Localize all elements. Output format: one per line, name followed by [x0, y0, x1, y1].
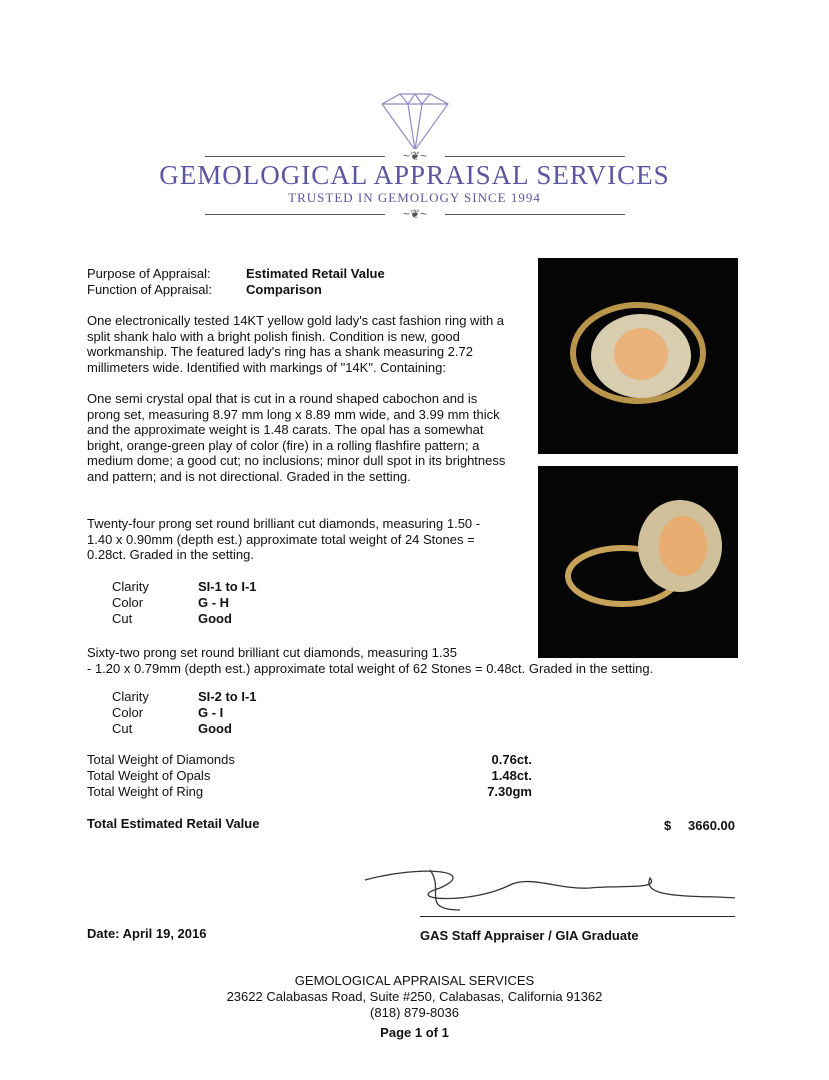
total-value: 1.48ct. — [491, 768, 532, 783]
grade-label: Color — [112, 595, 144, 610]
appraiser-title: GAS Staff Appraiser / GIA Graduate — [420, 928, 639, 943]
retail-label: Total Estimated Retail Value — [87, 816, 260, 831]
grade-value: SI-1 to I-1 — [198, 579, 257, 594]
grade-label: Color — [112, 705, 144, 720]
grade-label: Clarity — [112, 579, 149, 594]
ring-photo-side — [538, 466, 738, 658]
footer-address: 23622 Calabasas Road, Suite #250, Calabasas, California 91362 — [226, 989, 603, 1004]
company-title: GEMOLOGICAL APPRAISAL SERVICES — [159, 160, 670, 190]
currency-symbol: $ — [664, 818, 672, 833]
footer — [0, 973, 829, 1041]
purpose-label: Purpose of Appraisal: — [87, 266, 211, 281]
company-tagline: TRUSTED IN GEMOLOGY SINCE 1994 — [288, 190, 541, 205]
diamond-description-2b: - 1.20 x 0.79mm (depth est.) approximate total weight of 62 Stones = 0.48ct. Graded in the setting. — [87, 661, 654, 676]
grade-label: Clarity — [112, 689, 149, 704]
grade-value: Good — [198, 611, 232, 626]
function-label: Function of Appraisal: — [87, 282, 213, 297]
total-label: Total Weight of Diamonds — [87, 752, 235, 767]
grade-value: Good — [198, 721, 232, 736]
opal-description: One semi crystal opal that is cut in a round shaped cabochon and is prong set, measuring 8.97 mm long x 8.89 mm wide, and 3.99 mm thick and the approximate weight is 1.48 carats. The opal has a somewhat bright, orange-green play of color (fire) in a rolling flashfire pattern; a medium dome; a good cut; no inclusions; minor dull spot in its brightness and pattern; and is not directional. Graded in the setting. — [87, 391, 506, 484]
signature — [360, 860, 740, 920]
diamond-description-1: Twenty-four prong set round brilliant cut diamonds, measuring 1.50 - 1.40 x 0.90mm (depth est.) approximate total weight of 24 Stones = 0.28ct. Graded in the setting. — [87, 516, 481, 563]
appraisal-date: Date: April 19, 2016 — [87, 926, 207, 941]
total-value: 0.76ct. — [491, 752, 532, 767]
grade-label: Cut — [112, 721, 133, 736]
diamond-logo-icon — [370, 92, 460, 154]
grade-value: G - H — [198, 595, 230, 610]
diamond-description-2a: Sixty-two prong set round brilliant cut diamonds, measuring 1.35 — [87, 645, 457, 660]
total-value: 7.30gm — [487, 784, 532, 799]
function-value: Comparison — [246, 282, 322, 297]
purpose-value: Estimated Retail Value — [246, 266, 385, 281]
grades-1 — [112, 579, 149, 627]
footer-phone: (818) 879-8036 — [370, 1005, 459, 1020]
retail-value: 3660.00 — [688, 818, 735, 833]
grades-1-values — [198, 579, 257, 627]
flourish-icon: ~❦~ — [385, 149, 445, 163]
grade-value: G - I — [198, 705, 224, 720]
ring-description: One electronically tested 14KT yellow gold lady's cast fashion ring with a split shank halo with a bright polish finish. Condition is new, good workmanship. The featured lady's ring has a shank measuring 2.72 millimeters wide. Identified with markings of "14K". Containing: — [87, 313, 505, 375]
total-label: Total Weight of Ring — [87, 784, 204, 799]
totals-values — [430, 752, 532, 800]
footer-company: GEMOLOGICAL APPRAISAL SERVICES — [294, 973, 535, 988]
flourish-icon: ~❦~ — [385, 207, 445, 221]
signature-line — [420, 916, 735, 917]
page-number: Page 1 of 1 — [380, 1025, 449, 1040]
grades-2 — [112, 689, 149, 737]
ring-photo-top — [538, 258, 738, 454]
total-label: Total Weight of Opals — [87, 768, 211, 783]
grade-value: SI-2 to I-1 — [198, 689, 257, 704]
grades-2-values — [198, 689, 257, 737]
grade-label: Cut — [112, 611, 133, 626]
totals-labels — [87, 752, 235, 800]
